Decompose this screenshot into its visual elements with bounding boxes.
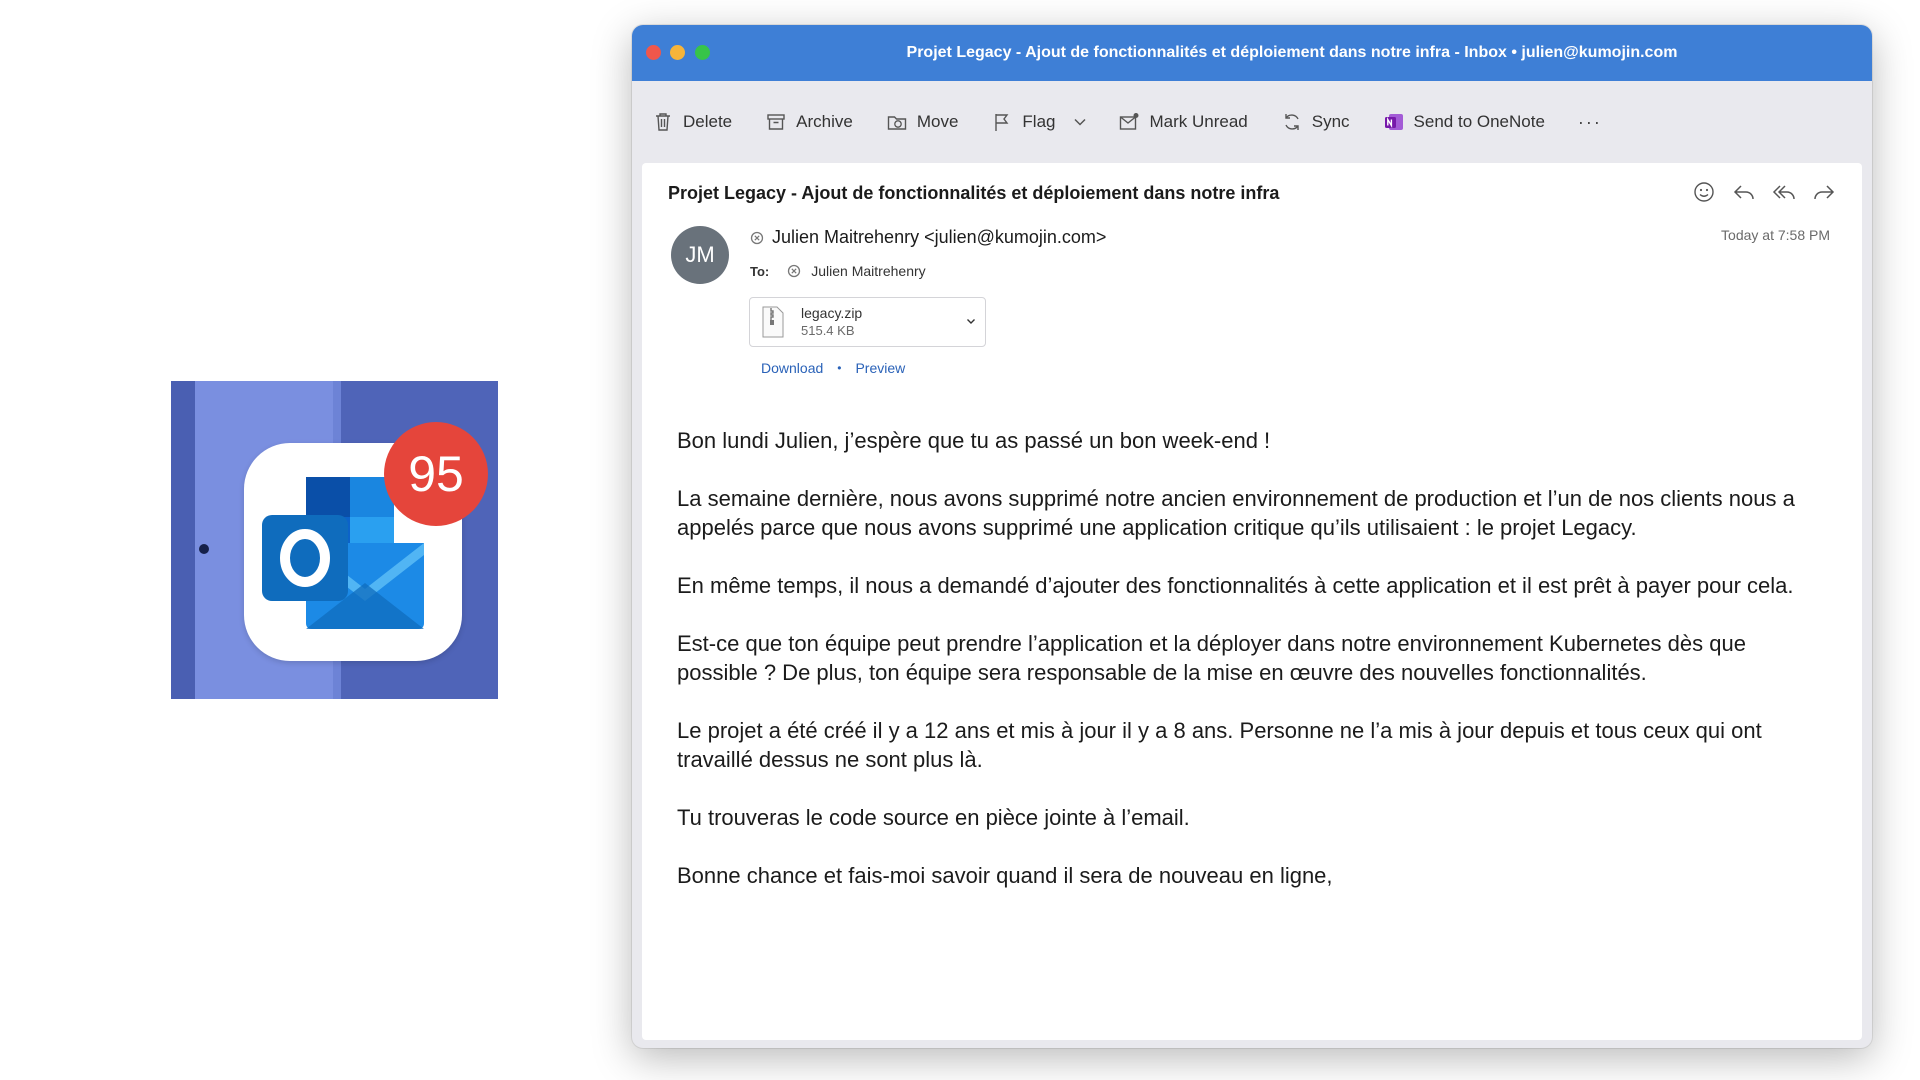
delete-button[interactable] — [652, 111, 732, 133]
delete-label: Delete — [683, 112, 733, 131]
window-title: Projet Legacy - Ajout de fonctionnalités et déploiement dans notre infra - Inbox • julien@kumojin.com — [906, 44, 1678, 61]
forward-icon[interactable] — [1812, 180, 1836, 204]
trash-icon — [652, 111, 674, 133]
link-separator: • — [837, 361, 842, 375]
message-subject: Projet Legacy - Ajout de fonctionnalités et déploiement dans notre infra — [668, 183, 1280, 203]
zoom-window-button[interactable] — [695, 45, 710, 60]
attachment-links — [761, 360, 905, 376]
chevron-down-icon — [1072, 114, 1088, 130]
message-body — [677, 426, 1812, 919]
message-actions — [1692, 180, 1836, 204]
flag-label: Flag — [1022, 112, 1056, 131]
more-options-button[interactable]: ··· — [1577, 111, 1602, 132]
sync-button[interactable] — [1281, 111, 1350, 133]
message-timestamp: Today at 7:58 PM — [1721, 227, 1830, 243]
outlook-dock-icon[interactable] — [171, 381, 498, 699]
preview-link[interactable]: Preview — [855, 360, 906, 376]
onenote-icon — [1383, 111, 1405, 133]
dock-background — [171, 381, 195, 699]
close-window-button[interactable] — [646, 45, 661, 60]
toolbar — [632, 81, 1872, 163]
zip-file-icon — [761, 306, 785, 338]
sender-line[interactable] — [750, 227, 1106, 248]
reading-pane — [642, 163, 1862, 1040]
mark-unread-button[interactable] — [1118, 111, 1247, 133]
body-paragraph: Est-ce que ton équipe peut prendre l’application et la déployer dans notre environnement Kubernetes dès que possible ? De plus, ton équipe sera responsable de la mise en œuvre des nouvelles fonctionnalités. — [677, 631, 1746, 685]
archive-label: Archive — [796, 112, 853, 131]
move-label: Move — [916, 112, 959, 131]
flag-menu-button[interactable] — [1072, 114, 1088, 130]
archive-icon — [765, 111, 787, 133]
archive-button[interactable] — [765, 111, 853, 133]
send-to-onenote-label: Send to OneNote — [1413, 112, 1545, 131]
body-paragraph: Bon lundi Julien, j’espère que tu as passé un bon week-end ! — [677, 428, 1271, 453]
body-paragraph: La semaine dernière, nous avons supprimé notre ancien environnement de production et l’un de nos clients nous a appelés parce que nous avons supprimé une application critique qu’ils utilisaient : le projet Legacy. — [677, 486, 1795, 540]
download-link[interactable]: Download — [761, 360, 824, 376]
reply-icon[interactable] — [1732, 180, 1756, 204]
attachment-name: legacy.zip — [801, 305, 863, 321]
to-label: To: — [750, 263, 770, 279]
flag-icon — [991, 111, 1013, 133]
chevron-down-icon[interactable] — [965, 315, 977, 327]
minimize-window-button[interactable] — [670, 45, 685, 60]
recipients-line — [750, 263, 926, 279]
running-indicator-dot — [199, 544, 209, 554]
emoji-reaction-icon[interactable] — [1692, 180, 1716, 204]
attachment-size: 515.4 KB — [801, 323, 855, 338]
send-to-onenote-button[interactable] — [1383, 111, 1545, 133]
sender-avatar: JM — [671, 226, 729, 284]
body-paragraph: En même temps, il nous a demandé d’ajouter des fonctionnalités à cette application et il est prêt à payer pour cela. — [677, 573, 1794, 598]
mail-window — [632, 25, 1872, 1048]
body-paragraph: Bonne chance et fais-moi savoir quand il sera de nouveau en ligne, — [677, 863, 1333, 888]
presence-status-icon — [750, 231, 764, 245]
unread-count-badge: 95 — [384, 422, 488, 526]
folder-move-icon — [886, 111, 908, 133]
sync-icon — [1281, 111, 1303, 133]
recipient-name[interactable]: Julien Maitrehenry — [811, 263, 926, 279]
attachment-card[interactable] — [749, 297, 986, 347]
sync-label: Sync — [1311, 112, 1350, 131]
envelope-unread-icon — [1118, 111, 1140, 133]
title-bar[interactable] — [632, 25, 1872, 81]
move-button[interactable] — [886, 111, 959, 133]
presence-status-icon — [787, 264, 801, 278]
sender-name: Julien Maitrehenry <julien@kumojin.com> — [772, 227, 1107, 247]
flag-button[interactable] — [991, 111, 1055, 133]
body-paragraph: Le projet a été créé il y a 12 ans et mis à jour il y a 8 ans. Personne ne l’a mis à jour depuis et tous ceux qui ont travaillé dessus ne sont plus là. — [677, 718, 1762, 772]
reply-all-icon[interactable] — [1772, 180, 1796, 204]
body-paragraph: Tu trouveras le code source en pièce jointe à l’email. — [677, 805, 1190, 830]
mark-unread-label: Mark Unread — [1149, 112, 1248, 131]
